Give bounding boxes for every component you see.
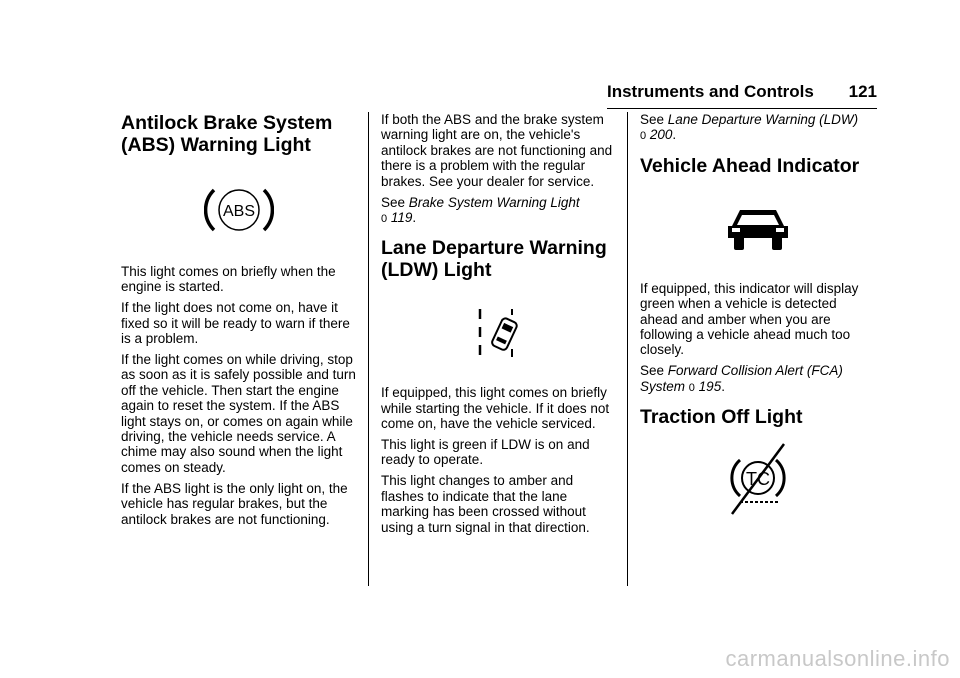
section-title-ldw — [381, 237, 617, 281]
reference-link[interactable]: Lane Departure Warning (LDW) — [667, 112, 859, 127]
watermark: carmanualsonline.info — [725, 646, 950, 671]
page-number: 121 — [848, 82, 877, 101]
paragraph: This light is green if LDW is on and ready to operate. — [381, 437, 590, 468]
see-label: See — [381, 194, 406, 210]
see-label: See — [640, 363, 665, 379]
section-title-traction-off: Traction Off Light — [640, 406, 803, 429]
title-line: Antilock Brake System — [121, 112, 333, 134]
punctuation: . — [721, 378, 725, 394]
paragraph: If equipped, this indicator will display green when a vehicle is detected ahead and amber when you are following a vehicle ahead much too closely. — [640, 280, 859, 358]
abs-icon-text: ABS — [222, 203, 256, 220]
header-title: Instruments and Controls — [607, 82, 814, 101]
column-divider — [368, 112, 369, 586]
section-title-abs — [121, 112, 357, 156]
punctuation: . — [412, 209, 417, 225]
vehicle-ahead-icon — [640, 177, 876, 281]
reference-link[interactable]: System — [640, 378, 686, 394]
paragraph: If the ABS light is the only light on, the vehicle has regular brakes, but the antilock brakes are not functioning. — [121, 480, 348, 527]
paragraph: If both the ABS and the brake system warning light are on, the vehicle's antilock brakes are not functioning and there is a problem with the regular brakes. See your dealer for service. — [381, 112, 613, 189]
column-divider — [627, 112, 628, 586]
column-2 — [381, 112, 617, 541]
cross-reference — [640, 363, 876, 396]
title-line: Lane Departure Warning — [381, 237, 607, 260]
paragraph: This light comes on briefly when the engine is started. — [121, 264, 336, 295]
page-arrow-icon: 0 — [640, 130, 647, 143]
header-rule — [607, 108, 877, 109]
page-header — [607, 82, 877, 104]
title-line: (LDW) Light — [381, 259, 492, 282]
abs-warning-icon — [121, 156, 357, 264]
see-label: See — [640, 112, 665, 127]
title-line: (ABS) Warning Light — [121, 134, 311, 156]
cross-reference — [640, 112, 876, 145]
reference-page[interactable]: 119 — [390, 209, 413, 225]
column-3 — [640, 112, 876, 528]
reference-page[interactable]: 195 — [698, 378, 722, 394]
reference-link[interactable]: Brake System Warning Light — [408, 194, 580, 210]
tc-icon-text: TC — [746, 469, 770, 490]
traction-off-icon — [640, 428, 876, 528]
reference-page[interactable]: 200 — [649, 127, 673, 143]
page-arrow-icon: 0 — [381, 212, 388, 225]
cross-reference — [381, 195, 617, 228]
paragraph: If equipped, this light comes on briefly while starting the vehicle. If it does not come on, have the vehicle serviced. — [381, 385, 610, 432]
punctuation: . — [672, 127, 677, 143]
lane-departure-icon — [381, 281, 617, 385]
reference-link[interactable]: Forward Collision Alert (FCA) — [667, 363, 843, 379]
section-title-vehicle-ahead: Vehicle Ahead Indicator — [640, 154, 860, 177]
column-1 — [121, 112, 357, 533]
page-arrow-icon: 0 — [688, 381, 695, 394]
paragraph: If the light does not come on, have it fixed so it will be ready to warn if there is a problem. — [121, 300, 350, 347]
paragraph: If the light comes on while driving, stop as soon as it is safely possible and turn off the vehicle. Then start the engine again to reset the system. If the ABS light stays on, or comes on again while driving, the vehicle needs service. A chime may also sound when the light comes on steady. — [121, 352, 356, 475]
paragraph: This light changes to amber and flashes to indicate that the lane marking has been crossed without using a turn signal in that direction. — [381, 473, 590, 535]
